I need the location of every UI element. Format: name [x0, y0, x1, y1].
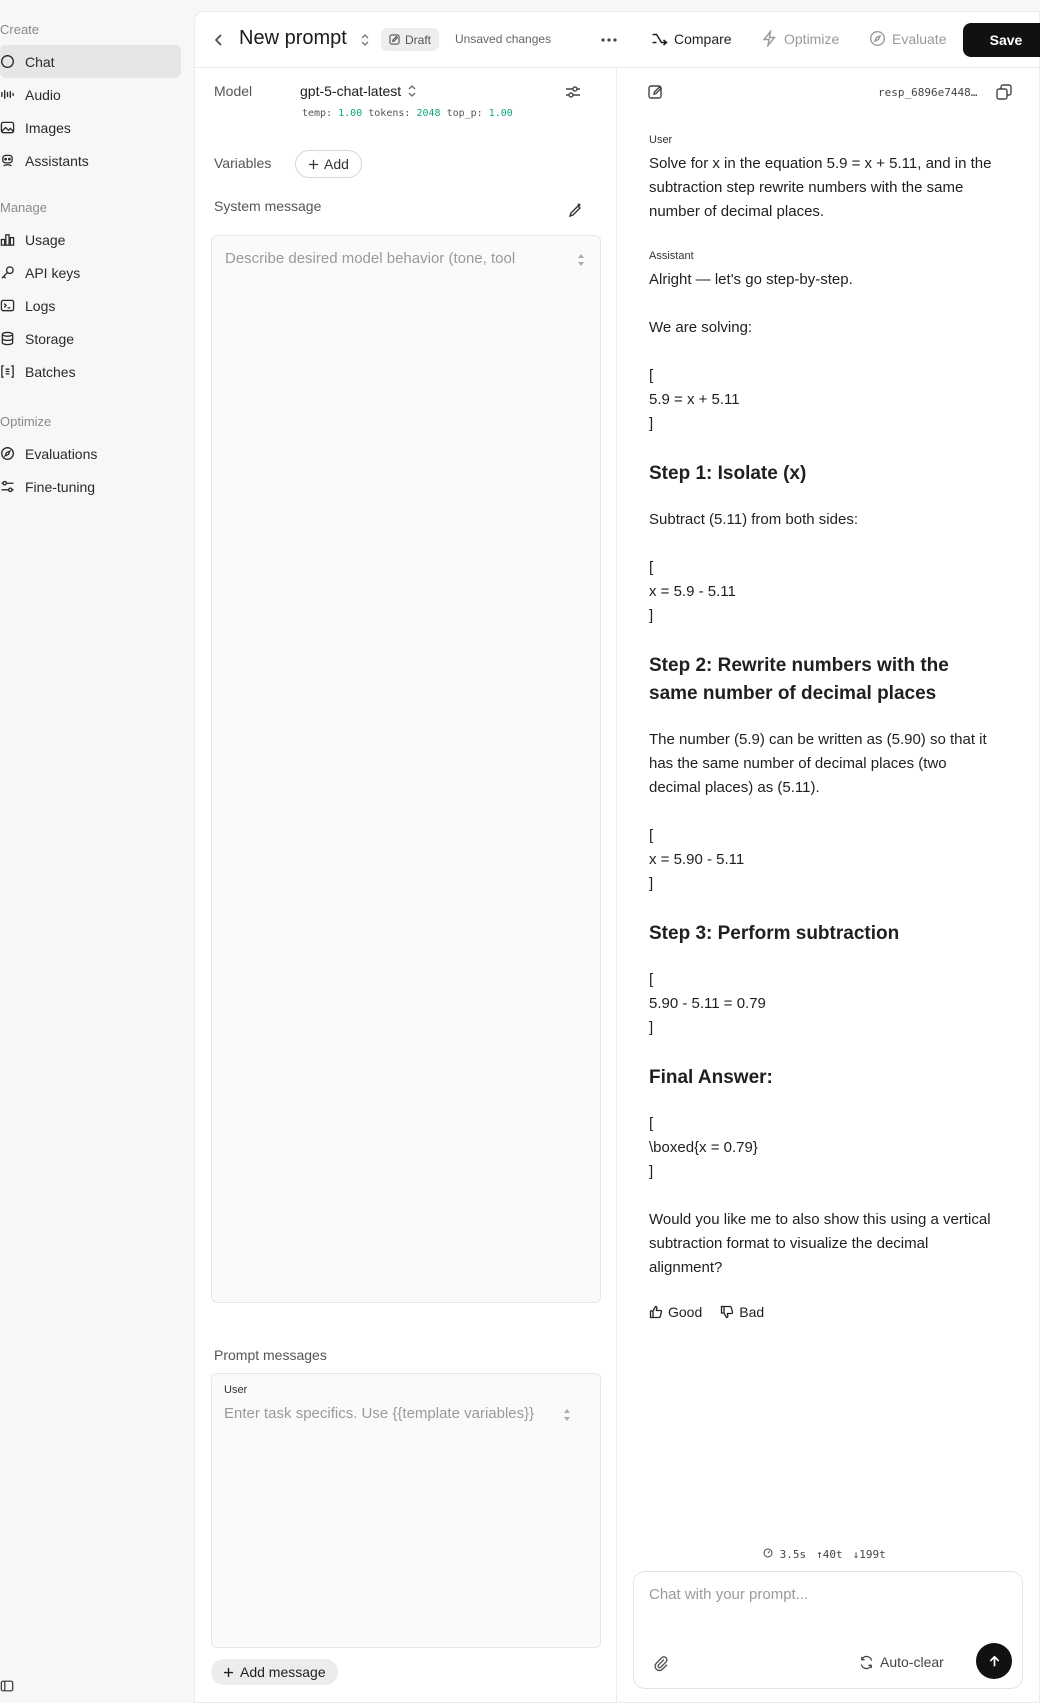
model-selector[interactable]: [300, 83, 417, 99]
equation-line: [: [649, 559, 654, 576]
compare-button[interactable]: [651, 30, 732, 47]
batch-icon: [0, 363, 17, 380]
equation-line: ]: [649, 415, 654, 432]
system-message-label: System message: [214, 198, 322, 214]
optimize-button[interactable]: [761, 30, 839, 47]
equation-line: [: [649, 827, 654, 844]
sidebar-item-api-keys[interactable]: [0, 256, 181, 289]
latency-stat: [763, 1548, 806, 1561]
variables-label: Variables: [214, 155, 272, 171]
equation-block: [649, 556, 999, 628]
response-stats: [763, 1548, 886, 1561]
assistant-text: We are solving:: [649, 319, 753, 336]
key-icon: [0, 264, 17, 281]
bad-button[interactable]: [720, 1300, 764, 1324]
sidebar-section-create: Create: [0, 22, 40, 37]
equation-line: ]: [649, 607, 654, 624]
top-p-label: top_p:: [446, 108, 483, 119]
step-heading: Step 1: Isolate (x): [649, 463, 807, 484]
add-variable-button[interactable]: [295, 150, 362, 178]
sidebar-item-assistants[interactable]: [0, 144, 181, 177]
equation-line: 5.9 = x + 5.11: [649, 391, 740, 408]
step-heading: Step 2: Rewrite numbers with the same number of decimal places: [649, 655, 949, 704]
model-params: [302, 108, 513, 119]
back-arrow-icon[interactable]: [209, 30, 229, 50]
model-name: gpt-5-chat-latest: [300, 83, 402, 99]
assistant-text: The number (5.9) can be written as (5.90) so that it has the same number of decimal places (two decimal places) as (5.11).: [649, 731, 987, 796]
evaluate-button[interactable]: [869, 30, 946, 47]
bar-chart-icon: [0, 231, 17, 248]
evaluate-label: Evaluate: [892, 30, 947, 47]
equation-block: [649, 364, 999, 436]
equation-line: x = 5.90 - 5.11: [649, 851, 745, 868]
response-id: resp_6896e7448…: [878, 86, 978, 99]
conversation: [649, 132, 999, 1324]
arrow-up-icon: ↑: [816, 1548, 823, 1561]
equation-line: ]: [649, 1019, 654, 1036]
thumbs-up-icon: [649, 1305, 663, 1319]
compare-icon: [651, 30, 668, 47]
input-tokens-stat: [816, 1548, 843, 1561]
assistant-icon: [0, 152, 17, 169]
sidebar-item-label: Logs: [25, 297, 56, 314]
sidebar-item-chat[interactable]: [0, 45, 181, 78]
output-tokens-stat: [853, 1548, 886, 1561]
equation-line: [: [649, 367, 654, 384]
tokens-label: tokens:: [368, 108, 411, 119]
page-title[interactable]: New prompt: [239, 27, 347, 49]
image-icon: [0, 119, 17, 136]
arrow-down-icon: ↓: [852, 1548, 860, 1561]
audio-icon: [0, 86, 17, 103]
equation-line: [: [649, 1115, 654, 1132]
system-message-placeholder: Describe desired model behavior (tone, tool: [225, 250, 516, 267]
add-message-label: Add message: [240, 1664, 326, 1680]
top-p-value: 1.00: [488, 108, 513, 119]
sidebar-item-audio[interactable]: [0, 78, 181, 111]
temp-value: 1.00: [338, 108, 363, 119]
sidebar-item-logs[interactable]: [0, 289, 181, 322]
equation-block: [649, 1112, 999, 1184]
edit-icon[interactable]: [647, 83, 665, 101]
expand-updown-icon[interactable]: [576, 251, 586, 269]
compare-label: Compare: [674, 30, 732, 47]
sidebar-item-label: Audio: [25, 86, 61, 103]
chat-input-placeholder: Chat with your prompt...: [649, 1586, 809, 1603]
lightning-icon: [761, 30, 778, 47]
sidebar-item-label: Images: [25, 119, 71, 136]
user-role-label: User: [649, 134, 673, 146]
sidebar-toggle-icon[interactable]: [0, 1679, 16, 1695]
step-heading: Final Answer:: [649, 1067, 773, 1088]
equation-line: [: [649, 971, 654, 988]
add-message-button[interactable]: [211, 1659, 338, 1685]
paperclip-icon[interactable]: [652, 1654, 670, 1672]
assistant-closing: Would you like me to also show this using a vertical subtraction format to visualize the decimal alignment?: [649, 1211, 991, 1276]
unsaved-status: Unsaved changes: [455, 32, 552, 46]
sidebar-item-label: Usage: [25, 231, 66, 248]
output-tokens-value: 199t: [859, 1548, 886, 1561]
good-label: Good: [668, 1304, 703, 1320]
equation-block: [649, 968, 999, 1040]
sidebar-item-evaluations[interactable]: [0, 437, 181, 470]
sidebar-item-batches[interactable]: [0, 355, 181, 388]
pane-divider: [616, 68, 617, 1703]
sidebar-item-storage[interactable]: [0, 322, 181, 355]
assistant-role-label: Assistant: [649, 250, 694, 262]
bad-label: Bad: [739, 1304, 765, 1320]
user-role-label: User: [224, 1384, 248, 1396]
magic-edit-icon[interactable]: [566, 202, 584, 220]
chat-icon: [0, 53, 17, 70]
database-icon: [0, 330, 17, 347]
equation-line: ]: [649, 1163, 654, 1180]
assistant-text: Subtract (5.11) from both sides:: [649, 511, 858, 528]
arrow-up-icon: [987, 1654, 1002, 1669]
gauge-icon: [763, 1548, 773, 1558]
send-button[interactable]: [976, 1643, 1012, 1679]
sidebar-section-optimize: Optimize: [0, 414, 52, 429]
temp-label: temp:: [302, 108, 333, 119]
top-bar: [195, 12, 1039, 68]
refresh-icon: [859, 1655, 874, 1670]
expand-updown-icon[interactable]: [562, 1406, 572, 1424]
draft-badge: [381, 28, 439, 51]
sidebar-item-fine-tuning[interactable]: [0, 470, 181, 503]
compass-icon: [869, 30, 886, 47]
sidebar: [0, 0, 194, 1703]
sidebar-item-usage[interactable]: [0, 223, 181, 256]
compass-icon: [0, 445, 17, 462]
prompt-messages-label: Prompt messages: [214, 1347, 327, 1363]
good-button[interactable]: [649, 1300, 702, 1324]
auto-clear-toggle[interactable]: [859, 1654, 944, 1670]
sidebar-item-images[interactable]: [0, 111, 181, 144]
equation-line: x = 5.9 - 5.11: [649, 583, 736, 600]
sidebar-item-label: API keys: [25, 264, 81, 281]
save-button[interactable]: Save: [963, 23, 1040, 57]
copy-icon[interactable]: [995, 83, 1013, 101]
thumbs-down-icon: [720, 1305, 734, 1319]
equation-line: 5.90 - 5.11 = 0.79: [649, 995, 766, 1012]
system-message-input[interactable]: [211, 235, 601, 1303]
sidebar-item-label: Evaluations: [25, 445, 98, 462]
tokens-value: 2048: [416, 108, 441, 119]
user-message-input[interactable]: [211, 1373, 601, 1648]
sidebar-item-label: Fine-tuning: [25, 478, 96, 495]
main-panel: [194, 11, 1040, 1703]
plus-icon: [223, 1667, 234, 1678]
latency-value: 3.5s: [779, 1548, 807, 1561]
chevron-updown-icon: [407, 84, 417, 98]
input-tokens-value: 40t: [822, 1548, 843, 1561]
sidebar-item-label: Chat: [25, 53, 55, 70]
plus-icon: [308, 159, 319, 170]
add-variable-label: Add: [324, 156, 349, 172]
sidebar-item-label: Batches: [25, 363, 76, 380]
user-message-placeholder: Enter task specifics. Use {{template variables}}: [224, 1405, 535, 1422]
optimize-label: Optimize: [784, 30, 840, 47]
chat-input[interactable]: [633, 1571, 1023, 1689]
equation-line: ]: [649, 875, 654, 892]
sidebar-item-label: Assistants: [25, 152, 89, 169]
draft-badge-label: Draft: [405, 32, 432, 47]
assistant-intro: Alright — let's go step-by-step.: [649, 271, 853, 288]
auto-clear-label: Auto-clear: [880, 1654, 944, 1670]
sidebar-section-manage: Manage: [0, 200, 47, 215]
chevron-updown-icon[interactable]: [358, 31, 372, 49]
sliders-icon: [0, 478, 17, 495]
pencil-icon: [389, 34, 400, 45]
settings-sliders-icon[interactable]: [564, 83, 582, 101]
feedback-bar: [649, 1300, 999, 1324]
terminal-icon: [0, 297, 17, 314]
step-heading: Step 3: Perform subtraction: [649, 923, 900, 944]
sidebar-item-label: Storage: [25, 330, 75, 347]
equation-block: [649, 824, 999, 896]
more-options-icon[interactable]: [599, 30, 619, 50]
model-label: Model: [214, 83, 253, 99]
equation-line: \boxed{x = 0.79}: [649, 1139, 758, 1156]
user-message: Solve for x in the equation 5.9 = x + 5.11, and in the subtraction step rewrite numbers with the same number of decimal places.: [649, 155, 992, 220]
